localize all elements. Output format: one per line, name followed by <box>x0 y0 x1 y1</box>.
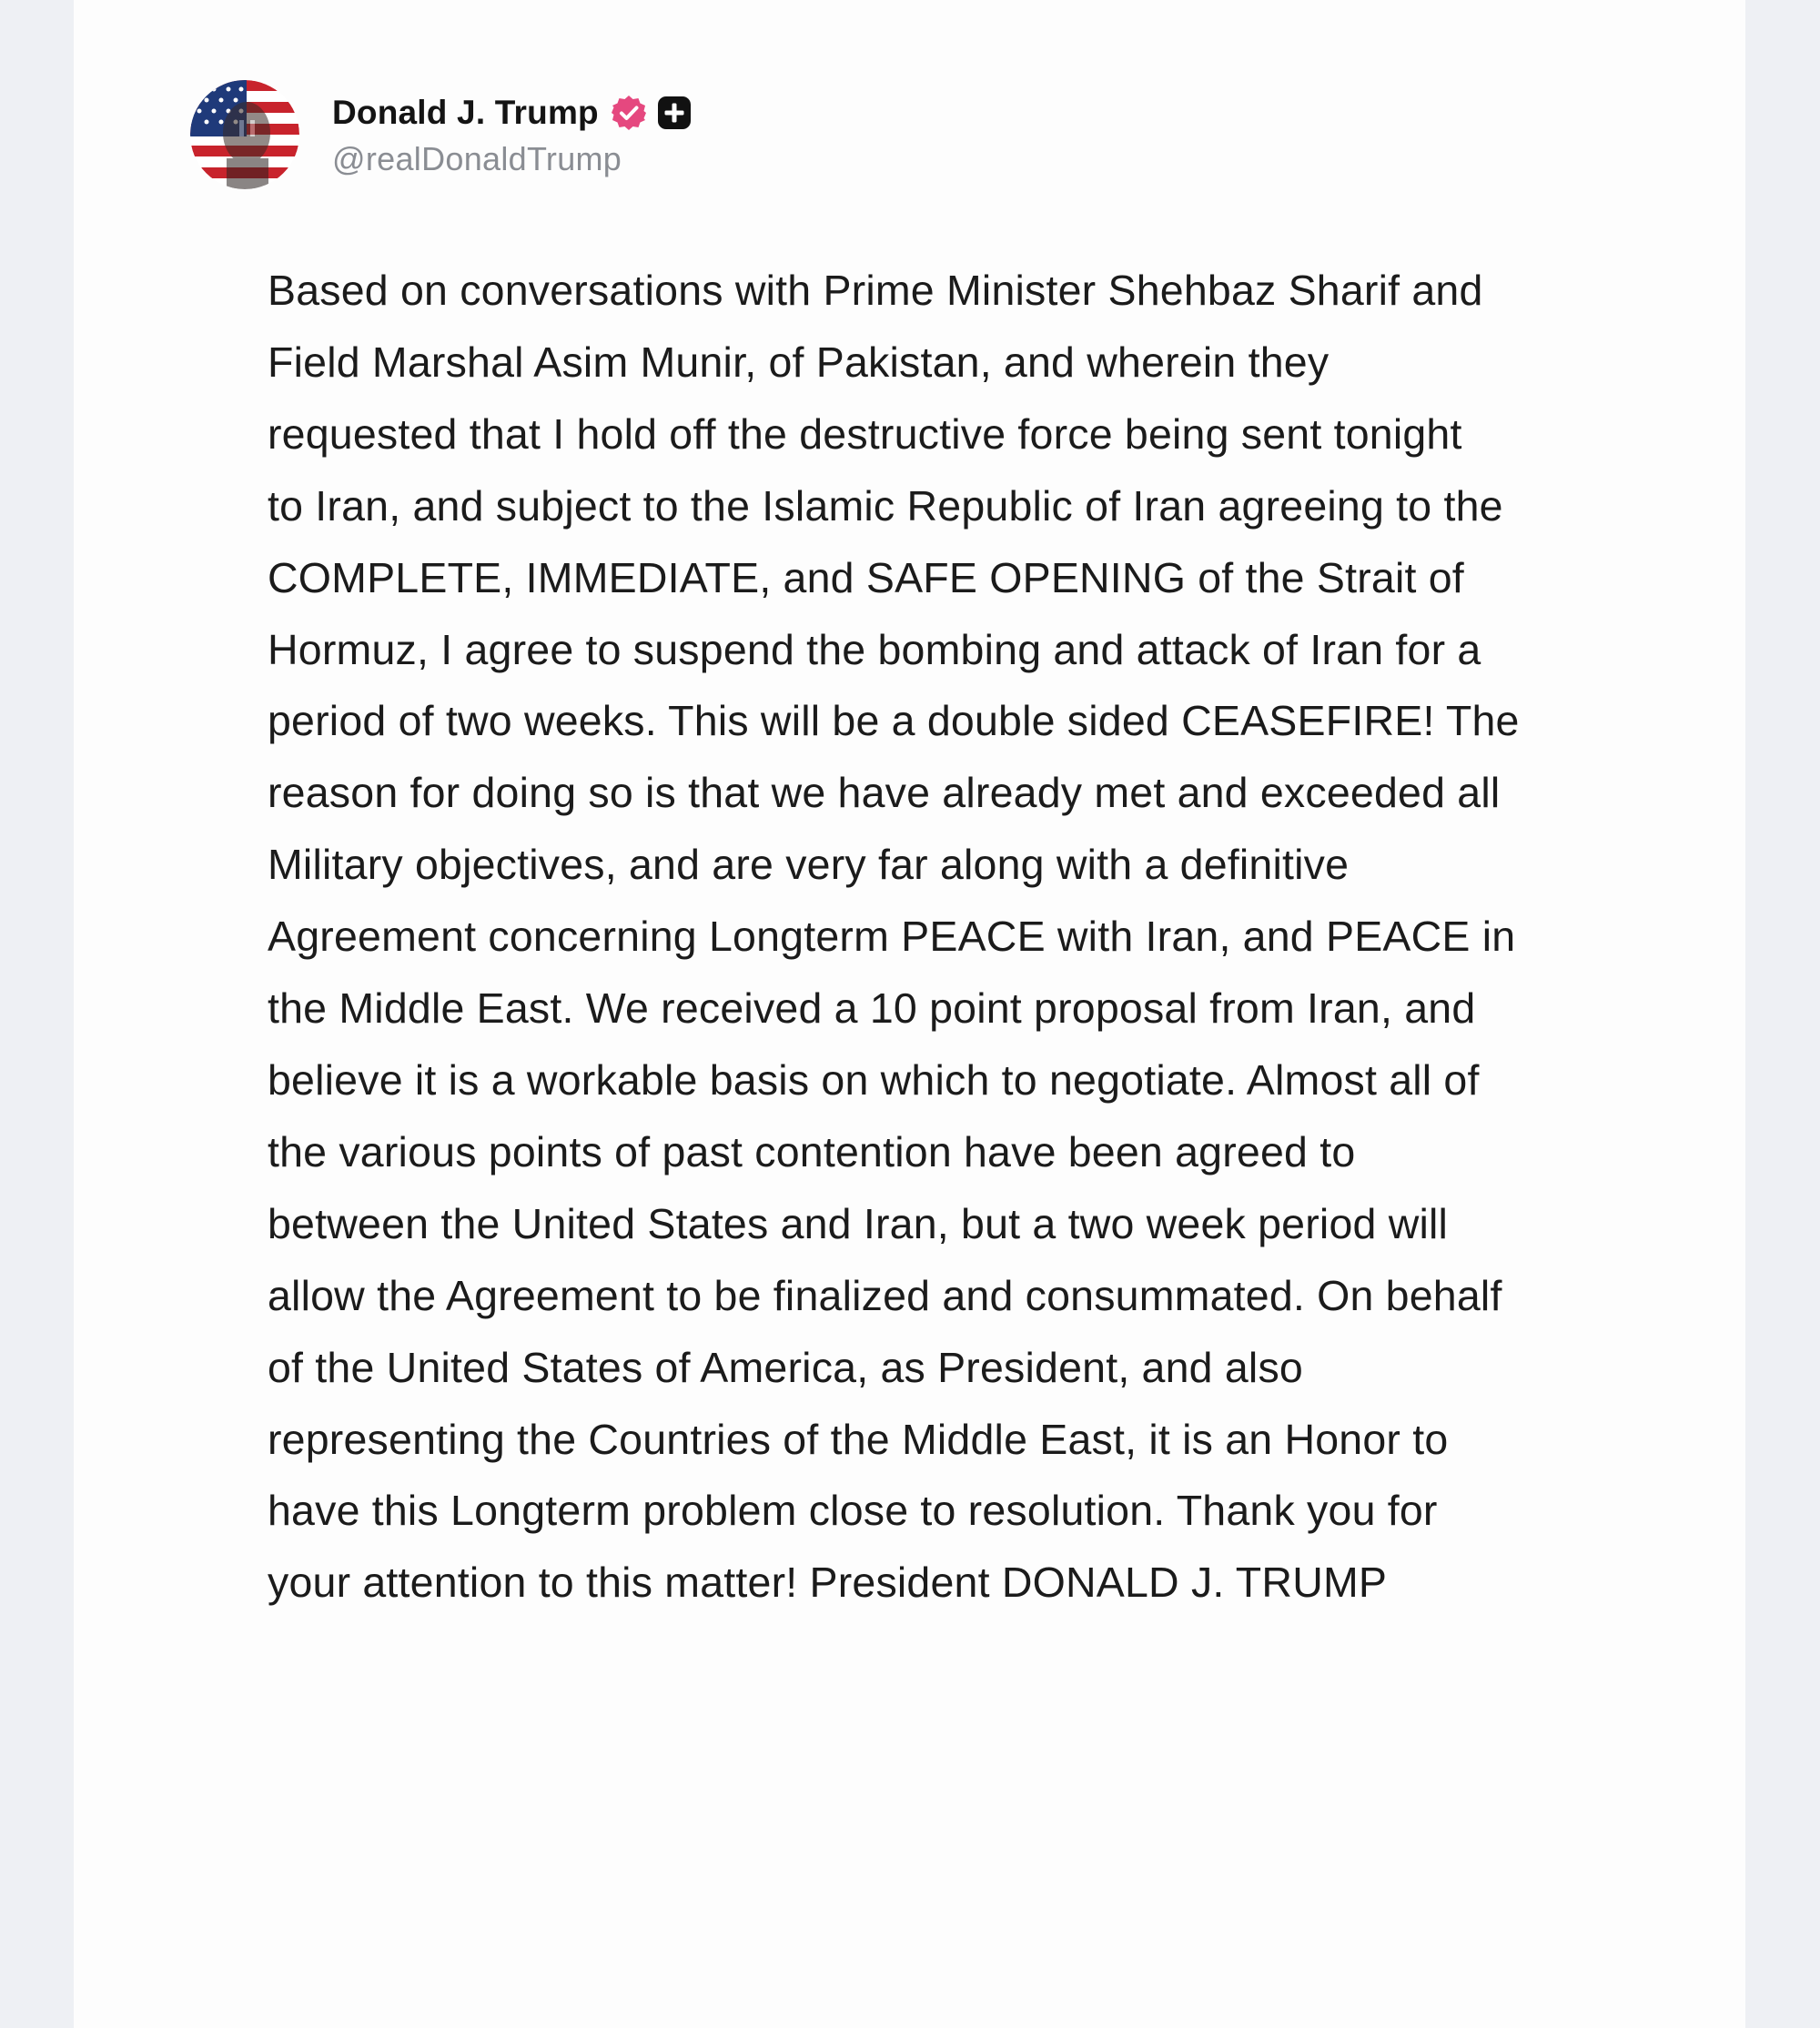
author-handle[interactable]: @realDonaldTrump <box>332 140 622 177</box>
post-body-line: Agreement concerning Longterm PEACE with Iran, and PEACE in <box>268 913 1516 961</box>
author-display-name[interactable]: Donald J. Trump <box>332 94 599 131</box>
post-body-line: reason for doing so is that we have already met and exceeded all <box>268 769 1501 817</box>
post-body-line: believe it is a workable basis on which to negotiate. Almost all of <box>268 1055 1480 1104</box>
post-body-line: the various points of past contention have been agreed to <box>268 1127 1356 1175</box>
post-body-line: allow the Agreement to be finalized and consummated. On behalf <box>268 1271 1502 1319</box>
post-body-line: COMPLETE, IMMEDIATE, and SAFE OPENING of the Strait of <box>268 553 1464 601</box>
flag-portrait-icon <box>190 80 299 189</box>
post-body-line: the Middle East. We received a 10 point proposal from Iran, and <box>268 984 1476 1033</box>
post-body-line: your attention to this matter! President DONALD J. TRUMP <box>268 1559 1388 1607</box>
post-body-line: Hormuz, I agree to suspend the bombing and attack of Iran for a <box>268 625 1481 673</box>
plus-badge-icon <box>657 96 692 130</box>
verified-badge-icon <box>610 94 648 132</box>
post-body-line: between the United States and Iran, but a two week period will <box>268 1199 1449 1247</box>
post-body-line: requested that I hold off the destructive force being sent tonight <box>268 409 1462 458</box>
post-body-line: period of two weeks. This will be a double sided CEASEFIRE! The <box>268 697 1520 745</box>
post-body-line: Field Marshal Asim Munir, of Pakistan, and wherein they <box>268 338 1330 386</box>
post-body-line: of the United States of America, as President, and also <box>268 1343 1303 1391</box>
author-name-row <box>332 89 692 136</box>
author-avatar[interactable] <box>190 80 299 189</box>
post-body-line: representing the Countries of the Middle East, it is an Honor to <box>268 1415 1449 1463</box>
post-body-line: Military objectives, and are very far along with a definitive <box>268 841 1350 889</box>
post-header <box>190 80 692 189</box>
author-identity <box>332 89 692 178</box>
post-body-line: have this Longterm problem close to resolution. Thank you for <box>268 1487 1438 1535</box>
post-body-line: Based on conversations with Prime Minister Shehbaz Sharif and <box>268 267 1483 314</box>
post-body-text <box>268 255 1724 1619</box>
post-card <box>74 0 1745 2028</box>
post-body-line: to Iran, and subject to the Islamic Republic of Iran agreeing to the <box>268 481 1503 530</box>
